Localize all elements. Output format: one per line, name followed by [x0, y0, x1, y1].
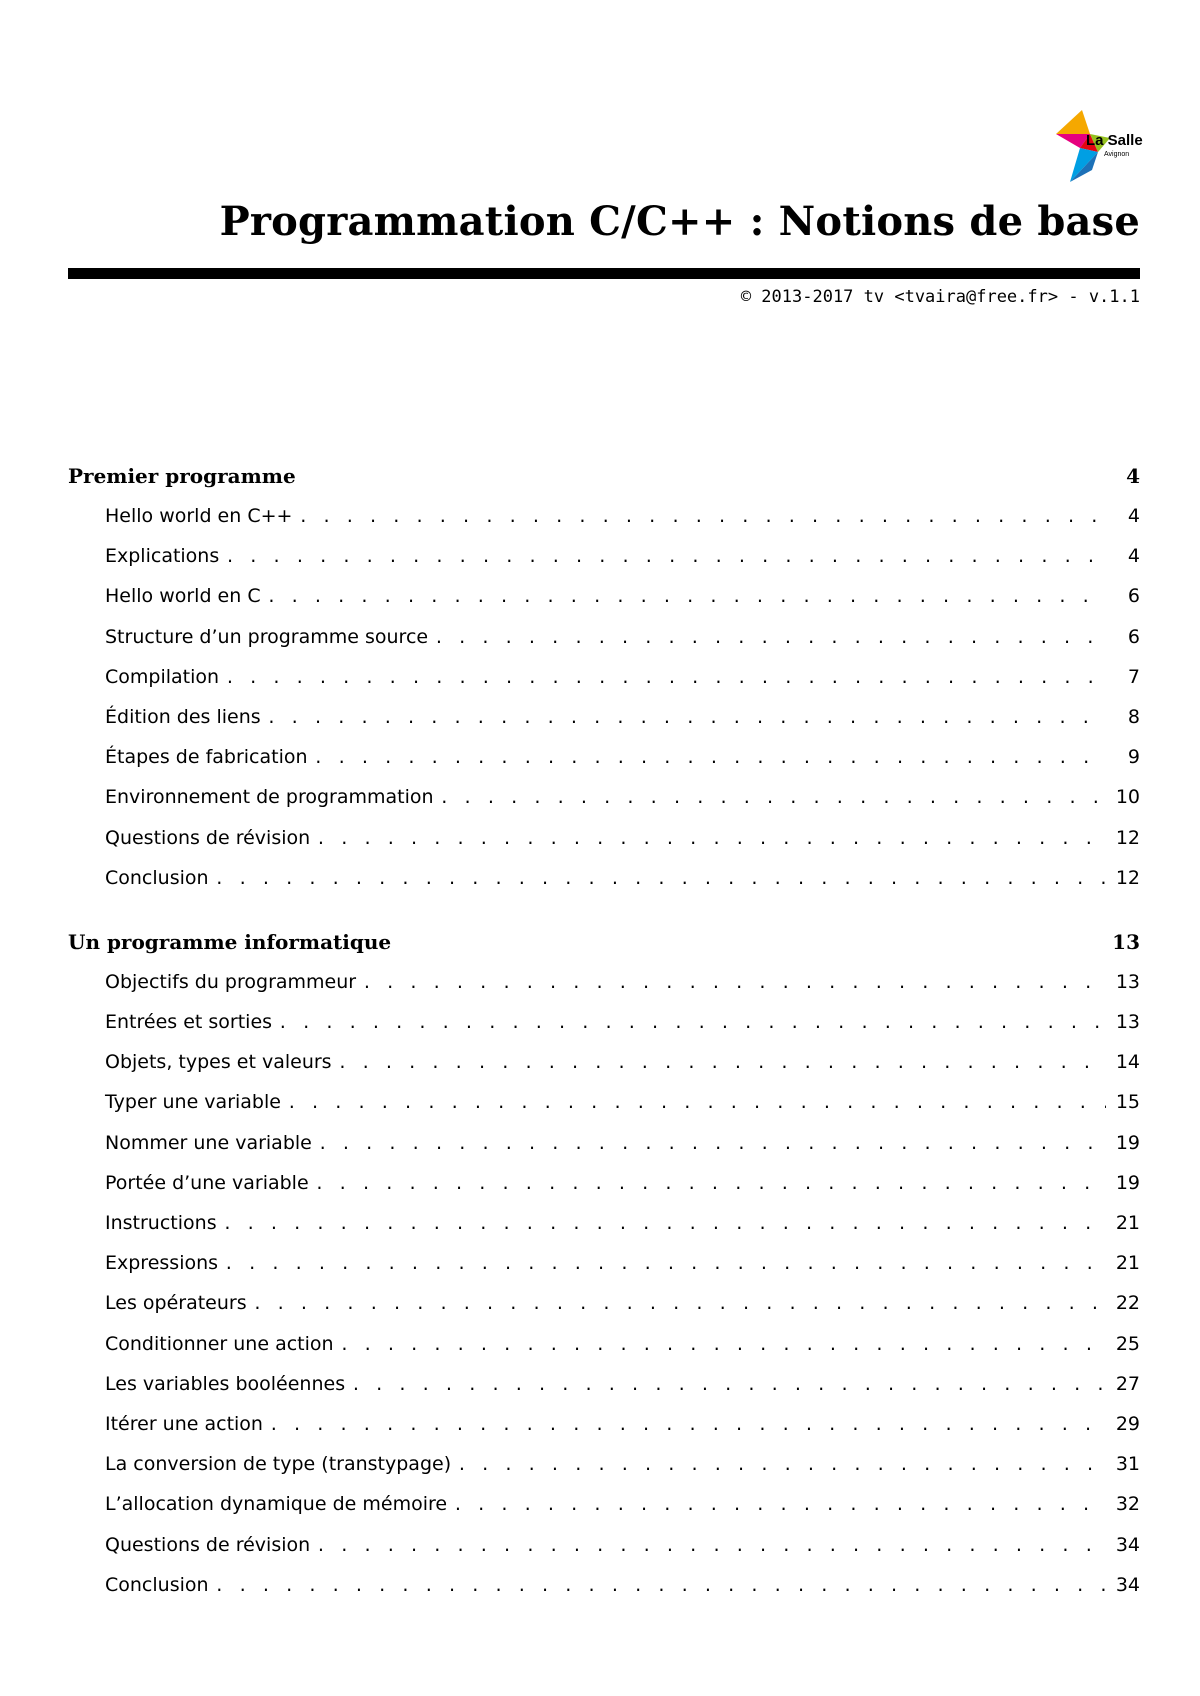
dot-leader [351, 1365, 1106, 1405]
toc-section-page: 4 [1126, 464, 1140, 488]
dot-leader [267, 577, 1106, 617]
toc-entry-label: L’allocation dynamique de mémoire [105, 1493, 448, 1516]
toc-entry[interactable] [68, 1163, 1140, 1203]
toc-entry-page: 34 [1115, 1573, 1140, 1596]
toc-entry-page: 21 [1115, 1212, 1140, 1234]
toc-entry[interactable] [68, 818, 1140, 858]
toc-entry-label: Environnement de programmation [105, 786, 434, 809]
dot-leader [278, 1003, 1106, 1043]
title-rule [68, 268, 1140, 279]
toc-entry[interactable] [68, 1042, 1140, 1082]
toc-entry-page: 6 [1127, 585, 1140, 608]
dot-leader [223, 1204, 1106, 1244]
toc-entry-page: 7 [1127, 665, 1140, 688]
toc-section [68, 456, 1140, 898]
toc-entry[interactable] [68, 1484, 1140, 1524]
dot-leader [362, 963, 1106, 1003]
dot-leader [253, 1284, 1106, 1324]
toc-entry-label: Questions de révision [105, 1533, 311, 1556]
toc-entry[interactable] [68, 1404, 1140, 1444]
logo-text: La Salle [1086, 132, 1143, 149]
toc-section-title: Premier programme [68, 464, 296, 488]
toc-entry[interactable] [68, 777, 1140, 817]
toc-entry-label: Portée d’une variable [105, 1171, 309, 1194]
dot-leader [434, 618, 1106, 658]
dot-leader [287, 1083, 1106, 1123]
toc-entry-page: 22 [1115, 1292, 1140, 1315]
toc-entry[interactable] [68, 858, 1140, 898]
toc-entry-label: Hello world en C [105, 585, 261, 608]
toc-entry[interactable] [68, 737, 1140, 777]
toc-section-heading[interactable] [68, 456, 1140, 496]
toc-entry[interactable] [68, 1444, 1140, 1484]
dot-leader [318, 1124, 1106, 1164]
dot-leader [457, 1445, 1106, 1485]
dot-leader [453, 1485, 1106, 1525]
dot-leader [298, 497, 1106, 537]
toc-entry[interactable] [68, 1082, 1140, 1122]
toc-entry-page: 31 [1115, 1453, 1140, 1476]
toc-entry-label: Conditionner une action [105, 1332, 334, 1355]
dot-leader [314, 738, 1106, 778]
dot-leader [338, 1043, 1106, 1083]
toc-entry-page: 12 [1115, 826, 1140, 849]
toc-entry-page: 14 [1115, 1051, 1140, 1074]
dot-leader [224, 1244, 1106, 1284]
toc-entry-page: 9 [1127, 746, 1140, 769]
toc-entry-page: 25 [1115, 1332, 1140, 1355]
toc-entry-label: Compilation [105, 665, 220, 688]
star-logo-icon [1052, 108, 1144, 184]
toc-entry[interactable] [68, 1243, 1140, 1283]
toc-entry-label: Nommer une variable [105, 1131, 312, 1154]
toc-entry-label: Conclusion [105, 1573, 209, 1596]
toc-entry-page: 4 [1127, 545, 1140, 568]
copyright-line: © 2013-2017 tv <tvaira@free.fr> - v.1.1 [740, 287, 1140, 307]
toc-entry[interactable] [68, 576, 1140, 616]
dot-leader [225, 537, 1106, 577]
toc-entry[interactable] [68, 1364, 1140, 1404]
dot-leader [215, 1566, 1106, 1606]
dot-leader [316, 819, 1106, 859]
toc-entry-page: 27 [1115, 1372, 1140, 1395]
dot-leader [340, 1325, 1106, 1365]
toc-entry-label: Questions de révision [105, 826, 311, 849]
toc-entry[interactable] [68, 1203, 1140, 1243]
toc-entry-label: Étapes de fabrication [105, 746, 308, 769]
toc-section-heading[interactable] [68, 922, 1140, 962]
dot-leader [225, 658, 1106, 698]
toc-entry[interactable] [68, 1565, 1140, 1605]
la-salle-logo [1052, 108, 1144, 184]
toc-entry-label: Édition des liens [105, 705, 261, 728]
toc-entry[interactable] [68, 617, 1140, 657]
toc-entry-page: 8 [1127, 705, 1140, 728]
toc-entry[interactable] [68, 657, 1140, 697]
toc-entry-label: Explications [105, 545, 220, 568]
toc-entry-page: 29 [1115, 1412, 1140, 1435]
toc-entry-page: 19 [1115, 1131, 1140, 1154]
dot-leader [267, 698, 1106, 738]
toc-entry-label: Typer une variable [105, 1091, 281, 1114]
toc-entry-label: Instructions [105, 1212, 217, 1234]
toc-entry-page: 15 [1115, 1091, 1140, 1114]
toc-entry-page: 34 [1115, 1533, 1140, 1556]
toc-entry-page: 10 [1115, 786, 1140, 809]
toc-entry-page: 13 [1115, 970, 1140, 993]
toc-entry-page: 21 [1115, 1252, 1140, 1275]
toc-entry-page: 32 [1115, 1493, 1140, 1516]
toc-entry[interactable] [68, 1324, 1140, 1364]
toc-entry[interactable] [68, 1283, 1140, 1323]
toc-entry[interactable] [68, 1525, 1140, 1565]
toc-entry-label: La conversion de type (transtypage) [105, 1453, 452, 1476]
table-of-contents [68, 456, 1140, 1629]
dot-leader [316, 1526, 1106, 1566]
toc-entry[interactable] [68, 1002, 1140, 1042]
logo-subtext: Avignon [1104, 151, 1130, 158]
toc-entry-label: Les variables booléennes [105, 1372, 346, 1395]
toc-entry-label: Itérer une action [105, 1412, 263, 1435]
toc-entry[interactable] [68, 1123, 1140, 1163]
toc-section-title: Un programme informatique [68, 929, 392, 954]
toc-entry-page: 4 [1127, 505, 1140, 527]
toc-entry-label: Conclusion [105, 866, 209, 889]
toc-entry-label: Expressions [105, 1252, 219, 1275]
toc-entry-label: Entrées et sorties [105, 1011, 273, 1034]
toc-entry-label: Objectifs du programmeur [105, 970, 357, 993]
dot-leader [315, 1164, 1106, 1204]
toc-entry[interactable] [68, 697, 1140, 737]
toc-entry-label: Hello world en C++ [105, 505, 293, 527]
dot-leader [440, 778, 1106, 818]
toc-entry[interactable] [68, 962, 1140, 1002]
toc-entry-label: Objets, types et valeurs [105, 1051, 332, 1074]
dot-leader [269, 1405, 1106, 1445]
document-title: Programmation C/C++ : Notions de base [219, 198, 1140, 245]
toc-entry-label: Les opérateurs [105, 1292, 247, 1315]
dot-leader [215, 859, 1106, 899]
toc-entry-page: 19 [1115, 1171, 1140, 1194]
toc-section [68, 922, 1140, 1605]
toc-entry-page: 6 [1127, 625, 1140, 648]
toc-entry[interactable] [68, 536, 1140, 576]
toc-entry-page: 13 [1115, 1011, 1140, 1034]
toc-entry-page: 12 [1115, 866, 1140, 889]
toc-section-page: 13 [1112, 929, 1140, 954]
toc-entry[interactable] [68, 496, 1140, 536]
toc-entry-label: Structure d’un programme source [105, 625, 429, 648]
